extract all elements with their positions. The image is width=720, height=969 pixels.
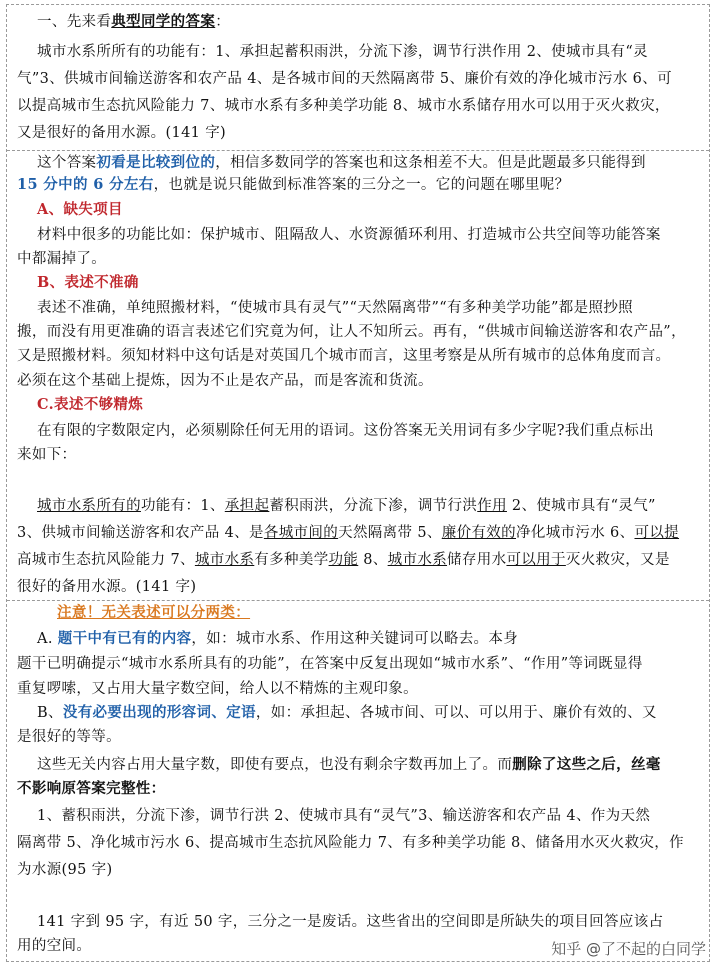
subheading-b: B、表述不准确	[37, 274, 139, 291]
conclusion-line: 141 字到 95 字，有近 50 字，三分之一是废话。这些省出的空间即是所缺失的项目回答应该占	[37, 914, 664, 930]
marked-answer-line: 高城市生态抗风险能力 7、城市水系有多种美学功能 8、城市水系储存用水可以用于灭火救灾，又是	[17, 552, 670, 568]
note-line: B、没有必要出现的形容词、定语，如：承担起、各城市间、可以、可以用于、廉价有效的、又	[37, 704, 657, 721]
note-line: 题干已明确提示“城市水系所具有的功能”，在答案中反复出现如“城市水系”、“作用”等词既显得	[17, 656, 643, 672]
emphasis-text: 题干中有已有的内容	[57, 630, 192, 647]
answer-line: 城市水系所所有的功能有：1、承担起蓄积雨洪，分流下渗，调节行洪作用 2、使城市具有“灵	[37, 44, 649, 60]
section-divider	[7, 150, 709, 151]
conclusion-line: 用的空间。	[17, 938, 92, 954]
analysis-paragraph-line: 这个答案初看是比较到位的，相信多数同学的答案也和这条相差不大。但是此题最多只能得到	[37, 154, 646, 171]
subheading-c: C.表述不够精炼	[37, 396, 144, 413]
paragraph-line: 表述不准确，单纯照搬材料，“使城市具有灵气”“天然隔离带”“有多种美学功能”都是照抄照	[37, 300, 634, 316]
note-line: A. 题干中有已有的内容，如：城市水系、作用这种关键词可以略去。本身	[37, 630, 519, 647]
marked-answer-line: 3、供城市间输送游客和农产品 4、是各城市间的天然隔离带 5、廉价有效的净化城市污水 6、可以提	[17, 525, 680, 541]
paragraph-line: 必须在这个基础上提炼，因为不止是农产品，而是客流和货流。	[17, 373, 433, 389]
answer-line: 以提高城市生态抗风险能力 7、城市水系有多种美学功能 8、城市水系储存用水可以用于灭火救灾，	[17, 98, 670, 114]
note-line: 是很好的等等。	[17, 729, 121, 745]
heading-emphasis: 典型同学的答案	[111, 13, 216, 30]
marked-answer-line: 很好的备用水源。(141 字)	[17, 579, 197, 595]
paragraph-line: 又是照搬材料。须知材料中这句话是对英国几个城市而言，这里考察是从所有城市的总体角度而言。	[17, 348, 671, 364]
marked-answer-line: 城市水系所有的功能有：1、承担起蓄积雨洪，分流下渗，调节行洪作用 2、使城市具有“灵气”	[37, 498, 656, 514]
subheading-a: A、缺失项目	[37, 201, 123, 218]
note-line: 这些无关内容占用大量字数，即使有要点，也没有剩余字数再加上了。而删除了这些之后，丝毫	[37, 756, 661, 773]
revised-answer-line: 隔离带 5、净化城市污水 6、提高城市生态抗风险能力 7、有多种美学功能 8、储备用水灭火救灾，作	[17, 835, 684, 851]
zhihu-watermark: 知乎 @了不起的白同学	[551, 940, 706, 958]
document-page	[6, 4, 710, 962]
answer-line: 气”3、供城市间输送游客和农产品 4、是各城市间的天然隔离带 5、廉价有效的净化城市污水 6、可	[17, 71, 672, 87]
note-line: 不影响原答案完整性：	[17, 780, 166, 797]
paragraph-line: 材料中很多的功能比如：保护城市、阻隔敌人、水资源循环利用、打造城市公共空间等功能答案	[37, 227, 661, 243]
emphasis-text: 初看是比较到位的	[96, 154, 216, 171]
analysis-paragraph-line: 15 分中的 6 分左右，也就是说只能做到标准答案的三分之一。它的问题在哪里呢？	[17, 176, 570, 193]
emphasis-text: 没有必要出现的形容词、定语	[62, 704, 256, 721]
section-divider	[7, 600, 709, 601]
score-emphasis: 15 分中的 6 分左右	[17, 176, 154, 193]
paragraph-line: 在有限的字数限定内，必须剔除任何无用的语词。这份答案无关用词有多少字呢?我们重点标出	[37, 423, 654, 439]
section1-heading: 一、先来看典型同学的答案：	[37, 13, 231, 30]
revised-answer-line: 为水源(95 字)	[17, 862, 113, 878]
note-line: 重复啰嗦，又占用大量字数空间，给人以不精炼的主观印象。	[17, 681, 418, 697]
paragraph-line: 来如下：	[17, 447, 77, 463]
answer-line: 又是很好的备用水源。(141 字)	[17, 125, 227, 141]
bold-emphasis: 删除了这些之后，丝毫	[512, 756, 661, 773]
paragraph-line: 中都漏掉了。	[17, 251, 107, 267]
paragraph-line: 搬，而没有用更准确的语言表述它们究竟为何，让人不知所云。再有，“供城市间输送游客和农产品”，	[17, 324, 686, 340]
note-heading: 注意！无关表述可以分两类：	[57, 604, 251, 621]
revised-answer-line: 1、蓄积雨洪，分流下渗，调节行洪 2、使城市具有“灵气”3、输送游客和农产品 4、作为天然	[37, 808, 651, 824]
